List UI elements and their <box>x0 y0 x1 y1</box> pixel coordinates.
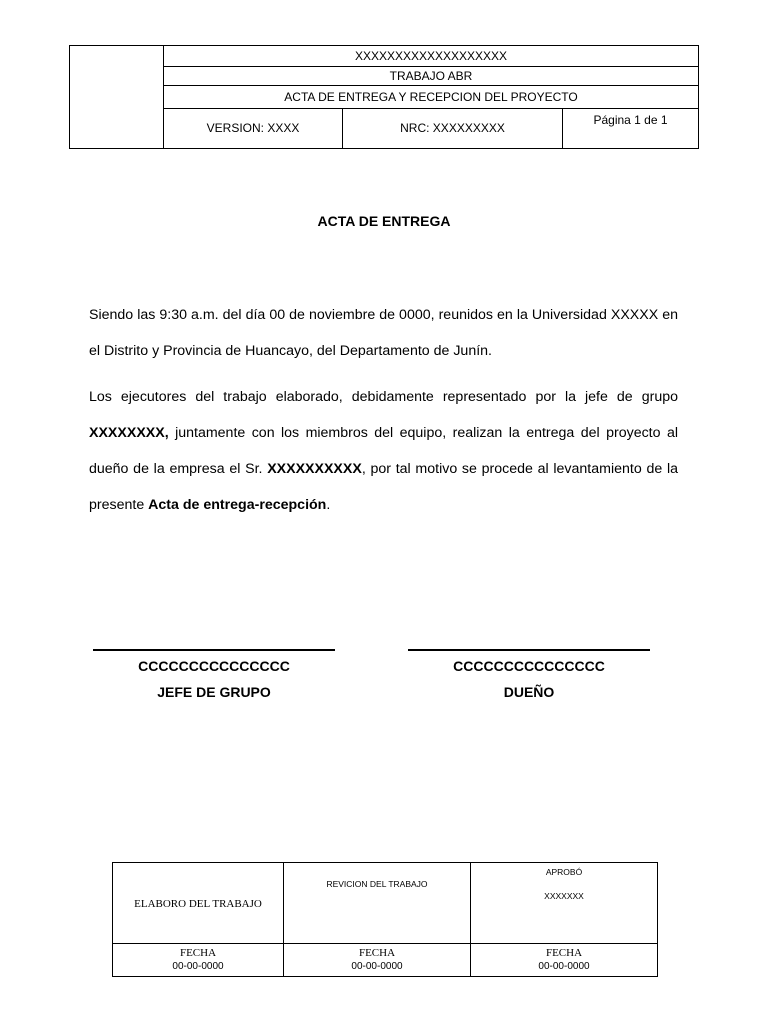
signature-name: CCCCCCCCCCCCCCC <box>453 658 605 674</box>
paragraph-2 <box>89 379 678 523</box>
paragraph-2-text-1: Los ejecutores del trabajo elaborado, debidamente representado por la jefe de grupo <box>89 389 678 405</box>
document-header-table <box>69 45 699 149</box>
signature-line <box>93 649 335 651</box>
fecha-value: 00-00-0000 <box>538 961 590 972</box>
signature-name: CCCCCCCCCCCCCCC <box>138 658 290 674</box>
act-name: Acta de entrega-recepción <box>148 497 327 513</box>
fecha-cell-2 <box>284 944 471 977</box>
header-line2: TRABAJO ABR <box>164 67 699 86</box>
fecha-cell-1 <box>113 944 284 977</box>
fecha-cell-3 <box>471 944 658 977</box>
elaboro-cell: ELABORO DEL TRABAJO <box>113 863 284 944</box>
document-title: ACTA DE ENTREGA <box>317 213 451 229</box>
owner-name: XXXXXXXXXX <box>267 461 362 477</box>
signature-line <box>408 649 650 651</box>
paragraph-1: Siendo las 9:30 a.m. del día 00 de noviembre de 0000, reunidos en la Universidad XXXXX en el Distrito y Provincia de Huancayo, del Departamento de Junín. <box>89 307 678 359</box>
header-nrc: NRC: XXXXXXXXX <box>343 108 563 148</box>
header-page: Página 1 de 1 <box>563 108 699 148</box>
fecha-value: 00-00-0000 <box>172 961 224 972</box>
fecha-value: 00-00-0000 <box>351 961 403 972</box>
signature-block-owner <box>404 637 654 701</box>
signature-role: JEFE DE GRUPO <box>157 684 271 700</box>
header-line3: ACTA DE ENTREGA Y RECEPCION DEL PROYECTO <box>164 86 699 108</box>
aprobo-value: XXXXXXX <box>544 891 584 901</box>
approval-table <box>112 862 658 977</box>
header-line1: XXXXXXXXXXXXXXXXXXX <box>164 46 699 67</box>
paragraph-2-text-3: , por tal motivo se procede al levantamiento de la presente <box>89 461 678 513</box>
signature-role: DUEÑO <box>503 684 555 700</box>
aprobo-cell <box>471 863 658 944</box>
document-body <box>89 297 678 533</box>
fecha-label: FECHA <box>179 947 217 959</box>
logo-cell <box>70 46 164 149</box>
header-version: VERSION: XXXX <box>164 108 343 148</box>
aprobo-label: APROBÓ <box>545 867 583 877</box>
revicion-cell: REVICION DEL TRABAJO <box>284 863 471 944</box>
paragraph-2-text-2: juntamente con los miembros del equipo, realizan la entrega del proyecto al dueño de la empresa el Sr. <box>89 425 678 477</box>
fecha-label: FECHA <box>545 947 583 959</box>
group-leader-name: XXXXXXXX, <box>89 425 169 441</box>
fecha-label: FECHA <box>358 947 396 959</box>
paragraph-2-text-4: . <box>326 497 331 513</box>
signature-block-leader <box>89 637 339 701</box>
